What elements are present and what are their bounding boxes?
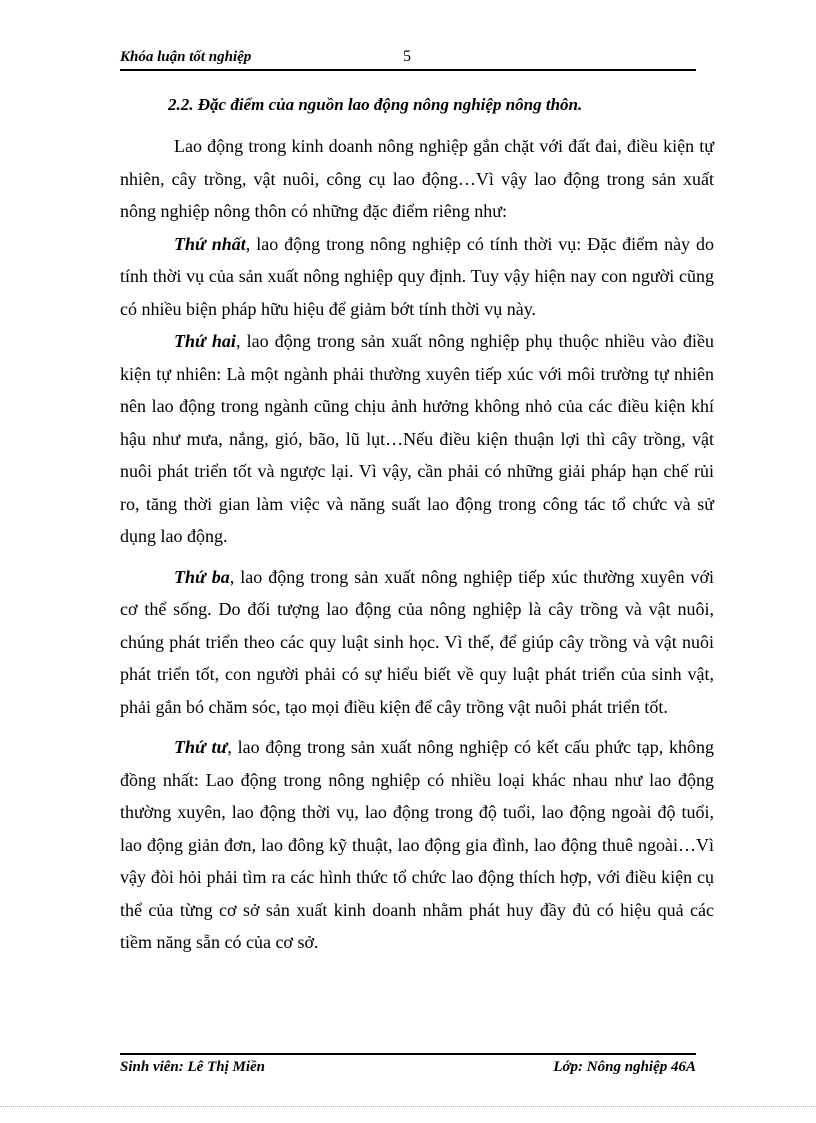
paragraph-lead: Thứ tư [174, 737, 228, 757]
paragraph-fourth [120, 731, 714, 959]
footer-class: Lớp: Nông nghiệp 46A [553, 1059, 696, 1075]
header-thesis-label: Khóa luận tốt nghiệp [120, 49, 252, 65]
paragraph-first [120, 228, 714, 326]
section-title: 2.2. Đặc điểm của nguồn lao động nông nghiệp nông thôn. [168, 95, 583, 114]
paragraph-text: , lao động trong sản xuất nông nghiệp phụ thuộc nhiều vào điều kiện tự nhiên: Là một ngành phải thường xuyên tiếp xúc với môi trường tự nhiên nên lao động trong ngành cũng chịu ảnh hưởng không nhỏ của các điều kiện khí hậu như mưa, nắng, gió, bão, lũ lụt…Nếu điều kiện thuận lợi thì cây trồng, vật nuôi phát triển tốt và ngược lại. Vì vậy, cần phải có những giải pháp hạn chế rủi ro, tăng thời gian làm việc và năng suất lao động trong công tác tổ chức và sử dụng lao động. [120, 331, 715, 546]
page-header [120, 49, 696, 71]
page-footer [120, 1053, 696, 1076]
document-body [120, 92, 714, 959]
page-edge-divider [0, 1106, 816, 1107]
paragraph-lead: Thứ nhất [174, 233, 246, 254]
paragraph-text: Lao động trong kinh doanh nông nghiệp gắn chặt với đất đai, điều kiện tự nhiên, cây trồng, vật nuôi, công cụ lao động…Vì vậy lao động trong sản xuất nông nghiệp nông thôn có những đặc điểm riêng như: [120, 136, 714, 221]
footer-student: Sinh viên: Lê Thị Miền [120, 1059, 266, 1075]
paragraph-text: , lao động trong sản xuất nông nghiệp tiếp xúc thường xuyên với cơ thể sống. Do đối tượng lao động của nông nghiệp là cây trồng và vật nuôi, chúng phát triển theo các quy luật sinh học. Vì thế, để giúp cây trồng và vật nuôi phát triển tốt, con người phải có sự hiểu biết về quy luật phát triển của sinh vật, phải gắn bó chăm sóc, tạo mọi điều kiện để cây trồng vật nuôi phát triển tốt. [120, 566, 714, 717]
paragraph-text: , lao động trong sản xuất nông nghiệp có kết cấu phức tạp, không đồng nhất: Lao động trong nông nghiệp có nhiều loại khác nhau như lao động thường xuyên, lao động thời vụ, lao động trong độ tuổi, lao động ngoài độ tuổi, lao động giản đơn, lao đông kỹ thuật, lao động gia đình, lao động thuê ngoài…Vì vậy đòi hỏi phải tìm ra các hình thức tổ chức lao động thích hợp, với điều kiện cụ thể của từng cơ sở sản xuất kinh doanh nhằm phát huy đầy đủ có hiệu quả các tiềm năng sẵn có của cơ sở. [120, 737, 715, 952]
paragraph-intro [120, 130, 714, 228]
paragraph-text: , lao động trong nông nghiệp có tính thời vụ: Đặc điểm này do tính thời vụ của sản xuất nông nghiệp quy định. Tuy vậy hiện nay con người cũng có nhiều biện pháp hữu hiệu để giảm bớt tính thời vụ này. [120, 233, 715, 319]
paragraph-second [120, 325, 714, 553]
page-number: 5 [403, 48, 411, 65]
paragraph-lead: Thứ hai [174, 331, 236, 351]
paragraph-lead: Thứ ba [174, 566, 230, 587]
paragraph-third [120, 561, 714, 724]
